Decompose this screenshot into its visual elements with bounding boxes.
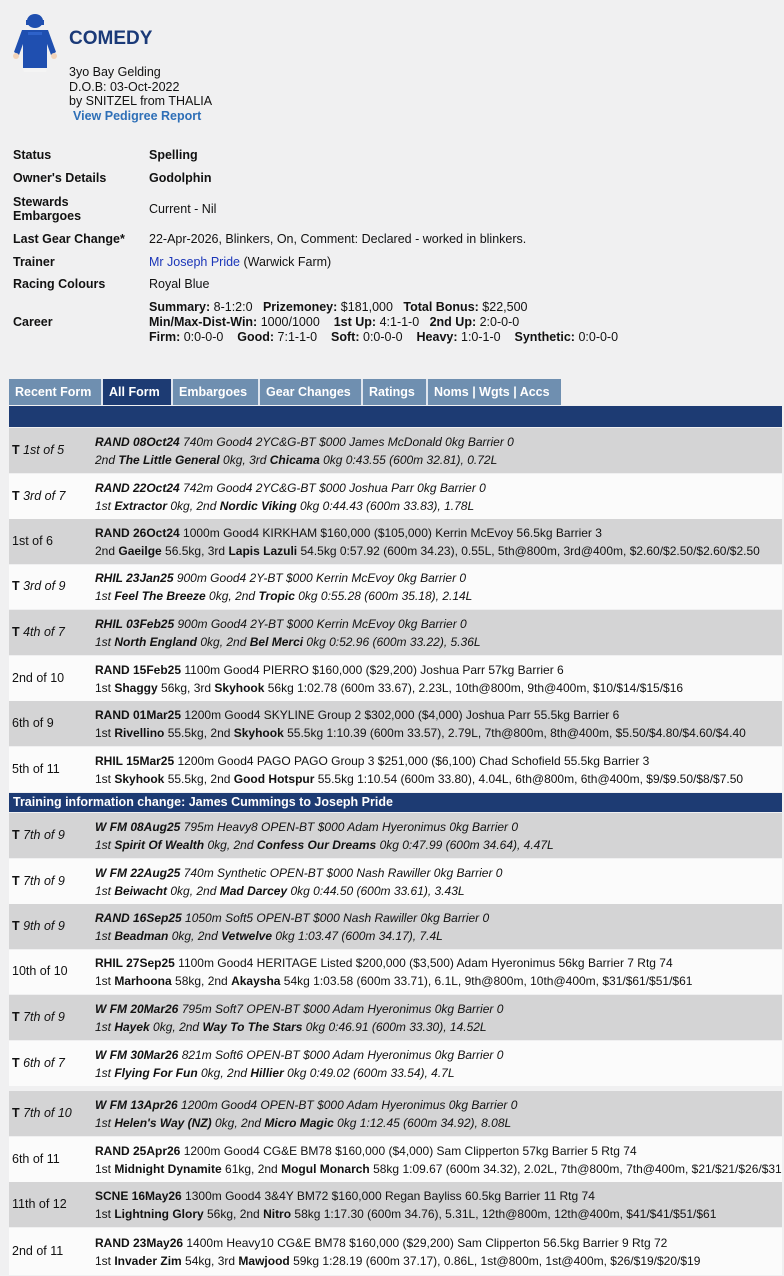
- finish-position: T 3rd of 9: [12, 579, 66, 593]
- trainer-label: Trainer: [13, 255, 55, 269]
- career-label: Career: [13, 315, 53, 329]
- form-row: [9, 950, 782, 994]
- race-summary-line: RAND 26Oct24 1000m Good4 KIRKHAM $160,000 ($105,000) Kerrin McEvoy 56.5kg Barrier 3: [95, 525, 602, 540]
- race-summary-line: W FM 08Aug25 795m Heavy8 OPEN-BT $000 Adam Hyeronimus 0kg Barrier 0: [95, 819, 519, 834]
- finish-position: T 7th of 10: [12, 1105, 72, 1120]
- race-summary-line: RHIL 27Sep25 1100m Good4 HERITAGE Listed $200,000 ($3,500) Adam Hyeronimus 56kg Barrier 7 Rtg 74: [95, 956, 673, 970]
- finish-position: 10th of 10: [12, 964, 68, 978]
- colours-row: [8, 273, 618, 295]
- horse-dob: D.O.B: 03-Oct-2022: [69, 79, 180, 94]
- tab-embargoes[interactable]: Embargoes: [173, 379, 260, 405]
- race-summary-line: W FM 30Mar26 821m Soft6 OPEN-BT $000 Adam Hyeronimus 0kg Barrier 0: [95, 1047, 504, 1062]
- horse-meta: [69, 65, 212, 109]
- form-row: [9, 995, 782, 1040]
- form-row: [9, 1137, 782, 1182]
- form-table-header-bar: [9, 406, 782, 427]
- finish-position: 1st of 6: [12, 533, 53, 548]
- form-row: [9, 859, 782, 904]
- career-line-2: Min/Max-Dist-Win: 1000/1000 1st Up: 4:1-1-0 2nd Up: 2:0-0-0: [149, 314, 520, 329]
- stewards-row: [8, 190, 618, 227]
- form-row: [9, 428, 782, 473]
- owner-value: Godolphin: [149, 171, 212, 185]
- finish-position: T 7th of 9: [12, 873, 65, 888]
- race-result-line: 1st Helen's Way (NZ) 0kg, 2nd Micro Magic 0kg 1:12.45 (600m 34.92), 8.08L: [95, 1115, 512, 1130]
- horse-name: COMEDY: [69, 28, 153, 49]
- form-row: [9, 565, 782, 609]
- form-row: [9, 656, 782, 701]
- horse-description: 3yo Bay Gelding: [69, 65, 161, 79]
- trainer-row: [8, 251, 618, 273]
- career-line-3: Firm: 0:0-0-0 Good: 7:1-1-0 Soft: 0:0-0-0 Heavy: 1:0-1-0 Synthetic: 0:0-0-0: [149, 329, 619, 344]
- race-summary-line: SCNE 16May26 1300m Good4 3&4Y BM72 $160,000 Regan Bayliss 60.5kg Barrier 11 Rtg 74: [95, 1188, 595, 1203]
- career-line-1: Summary: 8-1:2:0 Prizemoney: $181,000 Total Bonus: $22,500: [149, 299, 528, 314]
- tab-all-form[interactable]: All Form: [103, 379, 173, 405]
- race-result-line: 1st Marhoona 58kg, 2nd Akaysha 54kg 1:03.58 (600m 33.71), 6.1L, 9th@800m, 10th@400m, $31/$61/$51/$61: [95, 974, 693, 988]
- status-label: Status: [13, 148, 52, 162]
- finish-position: 11th of 12: [12, 1196, 67, 1211]
- race-summary-line: W FM 22Aug25 740m Synthetic OPEN-BT $000 Nash Rawiller 0kg Barrier 0: [95, 865, 503, 880]
- race-result-line: 1st Invader Zim 54kg, 3rd Mawjood 59kg 1:28.19 (600m 37.17), 0.86L, 1st@800m, 1st@400m, $26/$19/$20/$19: [95, 1253, 701, 1268]
- race-result-line: 2nd The Little General 0kg, 3rd Chicama 0kg 0:43.55 (600m 32.81), 0.72L: [95, 452, 498, 467]
- owner-row: [8, 166, 618, 190]
- finish-position: T 6th of 7: [12, 1055, 65, 1070]
- form-row: [9, 904, 782, 949]
- race-result-line: 1st Extractor 0kg, 2nd Nordic Viking 0kg 0:44.43 (600m 33.83), 1.78L: [95, 498, 475, 513]
- race-result-line: 1st Shaggy 56kg, 3rd Skyhook 56kg 1:02.78 (600m 33.67), 2.23L, 10th@800m, 9th@400m, $10/$14/$15/$16: [95, 680, 684, 695]
- form-row: [9, 474, 782, 519]
- race-summary-line: RAND 22Oct24 742m Good4 2YC&G-BT $000 Joshua Parr 0kg Barrier 0: [95, 480, 486, 495]
- career-stats: [144, 295, 618, 349]
- gear-row: [8, 227, 618, 251]
- gear-value: 22-Apr-2026, Blinkers, On, Comment: Declared - worked in blinkers.: [149, 232, 527, 246]
- form-row: [9, 1041, 782, 1086]
- race-summary-line: RAND 23May26 1400m Heavy10 CG&E BM78 $160,000 ($29,200) Sam Clipperton 56.5kg Barrier 9 Rtg 72: [95, 1235, 668, 1250]
- status-row: [8, 144, 618, 166]
- race-result-line: 1st Spirit Of Wealth 0kg, 2nd Confess Our Dreams 0kg 0:47.99 (600m 34.64), 4.47L: [95, 837, 554, 852]
- race-result-line: 1st Lightning Glory 56kg, 2nd Nitro 58kg 1:17.30 (600m 34.76), 5.31L, 12th@800m, 12th@400m, $41/$41/$51/$61: [95, 1206, 717, 1221]
- race-result-line: 1st Hayek 0kg, 2nd Way To The Stars 0kg 0:46.91 (600m 33.30), 14.52L: [95, 1019, 487, 1034]
- horse-header: [0, 0, 784, 130]
- finish-position: T 7th of 9: [12, 827, 65, 842]
- race-summary-line: RHIL 03Feb25 900m Good4 2Y-BT $000 Kerrin McEvoy 0kg Barrier 0: [95, 616, 467, 631]
- status-value: Spelling: [149, 148, 198, 162]
- trainer-value: [144, 251, 618, 273]
- form-tabs: [9, 379, 561, 405]
- trainer-location: (Warwick Farm): [240, 255, 332, 269]
- finish-position: T 9th of 9: [12, 918, 65, 933]
- finish-position: 2nd of 11: [12, 1243, 64, 1258]
- jockey-silks-icon: [10, 12, 60, 72]
- race-result-line: 1st Skyhook 55.5kg, 2nd Good Hotspur 55.5kg 1:10.54 (600m 33.80), 4.04L, 6th@800m, 6th@400m, $9/$9.50/$8/$7.50: [95, 771, 744, 786]
- finish-position: T 1st of 5: [12, 442, 65, 457]
- form-row: [9, 813, 782, 858]
- tab-recent-form[interactable]: Recent Form: [9, 379, 103, 405]
- view-pedigree-link[interactable]: View Pedigree Report: [73, 109, 202, 123]
- colours-label: Racing Colours: [13, 277, 106, 291]
- form-row: [9, 747, 782, 792]
- race-result-line: 1st North England 0kg, 2nd Bel Merci 0kg 0:52.96 (600m 33.22), 5.36L: [95, 634, 481, 649]
- race-summary-line: RAND 16Sep25 1050m Soft5 OPEN-BT $000 Nash Rawiller 0kg Barrier 0: [95, 910, 490, 925]
- finish-position: T 3rd of 7: [12, 488, 66, 503]
- horse-breeding: by SNITZEL from THALIA: [69, 94, 213, 108]
- race-summary-line: RHIL 15Mar25 1200m Good4 PAGO PAGO Group 3 $251,000 ($6,100) Chad Schofield 55.5kg Barrier 3: [95, 753, 650, 768]
- race-summary-line: RHIL 23Jan25 900m Good4 2Y-BT $000 Kerrin McEvoy 0kg Barrier 0: [95, 571, 467, 585]
- race-result-line: 1st Rivellino 55.5kg, 2nd Skyhook 55.5kg 1:10.39 (600m 33.57), 2.79L, 7th@800m, 8th@400m, $5.50/$4.80/$4.60/$4.40: [95, 725, 746, 740]
- race-result-line: 1st Beiwacht 0kg, 2nd Mad Darcey 0kg 0:44.50 (600m 33.61), 3.43L: [95, 883, 465, 898]
- race-summary-line: RAND 08Oct24 740m Good4 2YC&G-BT $000 James McDonald 0kg Barrier 0: [95, 434, 514, 449]
- race-summary-line: RAND 15Feb25 1100m Good4 PIERRO $160,000 ($29,200) Joshua Parr 57kg Barrier 6: [95, 662, 564, 677]
- career-row: [8, 295, 618, 349]
- race-result-line: 1st Beadman 0kg, 2nd Vetwelve 0kg 1:03.47 (600m 34.17), 7.4L: [95, 928, 443, 943]
- race-result-line: 1st Midnight Dynamite 61kg, 2nd Mogul Monarch 58kg 1:09.67 (600m 34.32), 2.02L, 7th@800m, 7th@400m, $21/$21/$26/$31: [95, 1161, 782, 1176]
- tab-noms-wgts-accs[interactable]: Noms | Wgts | Accs: [428, 379, 561, 405]
- finish-position: 5th of 11: [12, 761, 60, 776]
- horse-details-table: [8, 144, 618, 349]
- finish-position: 2nd of 10: [12, 670, 65, 685]
- form-row: [9, 1091, 782, 1136]
- colours-value: Royal Blue: [149, 277, 210, 291]
- trainer-link[interactable]: Mr Joseph Pride: [149, 255, 241, 269]
- race-result-line: 1st Feel The Breeze 0kg, 2nd Tropic 0kg 0:55.28 (600m 35.18), 2.14L: [95, 589, 473, 603]
- owner-label: Owner's Details: [13, 171, 107, 185]
- gear-label: Last Gear Change*: [13, 232, 125, 246]
- finish-position: T 7th of 9: [12, 1009, 65, 1024]
- stewards-value: Current - Nil: [149, 201, 217, 216]
- finish-position: T 4th of 7: [12, 624, 65, 639]
- form-row: [9, 1228, 782, 1275]
- form-row: [9, 610, 782, 655]
- stewards-label: Stewards Embargoes: [13, 194, 82, 223]
- race-result-line: 1st Flying For Fun 0kg, 2nd Hillier 0kg 0:49.02 (600m 33.54), 4.7L: [95, 1065, 455, 1080]
- race-summary-line: RAND 01Mar25 1200m Good4 SKYLINE Group 2 $302,000 ($4,000) Joshua Parr 55.5kg Barrier 6: [95, 707, 620, 722]
- form-row: [9, 701, 782, 746]
- finish-position: 6th of 11: [12, 1151, 60, 1166]
- tab-gear-changes[interactable]: Gear Changes: [260, 379, 363, 405]
- training-change-banner: Training information change: James Cummings to Joseph Pride: [9, 793, 782, 812]
- race-result-line: 2nd Gaeilge 56.5kg, 3rd Lapis Lazuli 54.5kg 0:57.92 (600m 34.23), 0.55L, 5th@800m, 3rd@400m, $2.60/$2.50/$2.60/$2.50: [95, 543, 760, 558]
- race-summary-line: W FM 20Mar26 795m Soft7 OPEN-BT $000 Adam Hyeronimus 0kg Barrier 0: [95, 1001, 504, 1016]
- race-summary-line: W FM 13Apr26 1200m Good4 OPEN-BT $000 Adam Hyeronimus 0kg Barrier 0: [95, 1097, 518, 1112]
- tab-ratings[interactable]: Ratings: [363, 379, 428, 405]
- race-summary-line: RAND 25Apr26 1200m Good4 CG&E BM78 $160,000 ($4,000) Sam Clipperton 57kg Barrier 5 Rtg 74: [95, 1143, 637, 1158]
- form-row: [9, 1182, 782, 1227]
- finish-position: 6th of 9: [12, 715, 54, 730]
- form-row: [9, 519, 782, 564]
